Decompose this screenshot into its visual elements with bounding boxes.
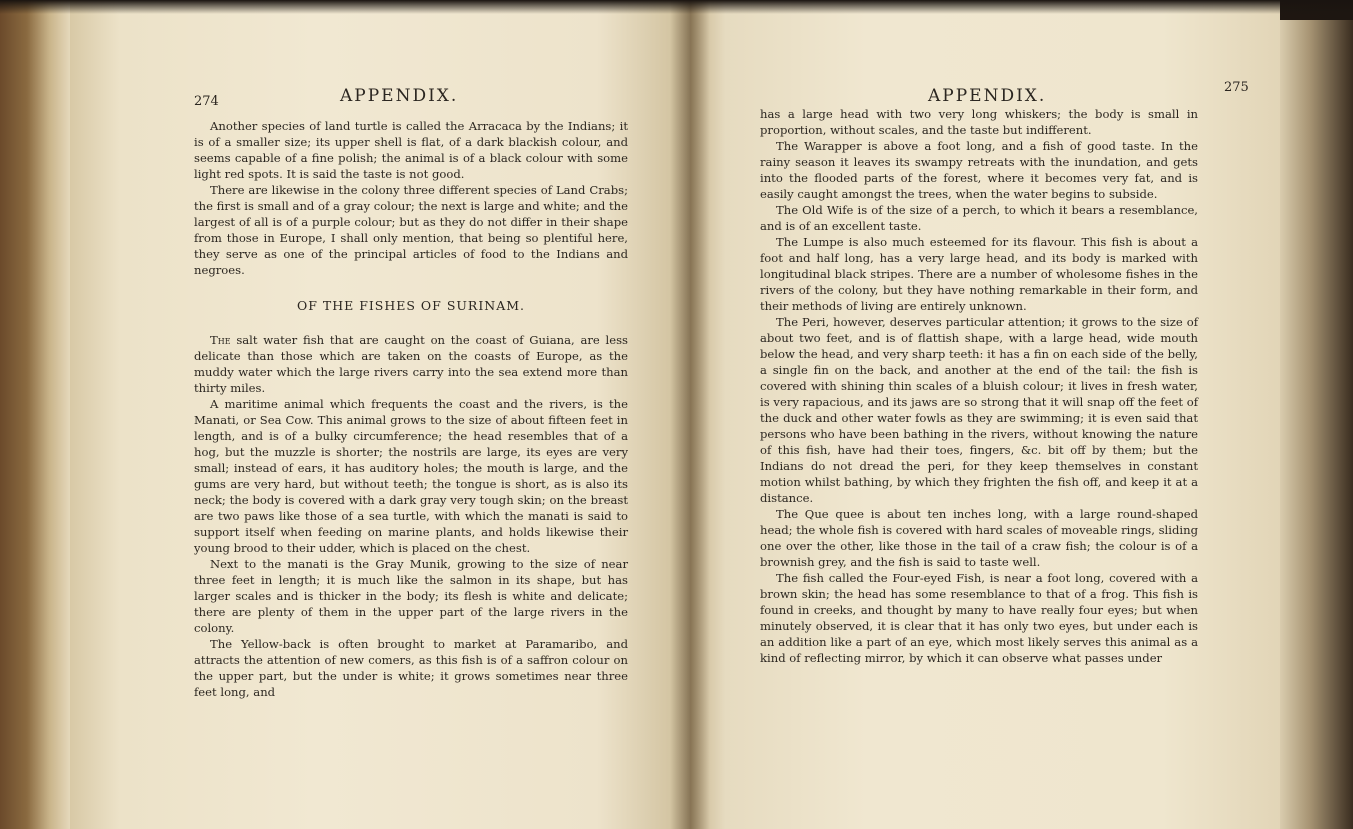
paragraph-que-quee: The Que quee is about ten inches long, with a large round-shaped head; the whole fish is covered with hard scales of moveable rings, sliding one over the other, like those in the tail of a craw fish; the colour is of a brownish grey, and the fish is said to taste well. (760, 507, 1198, 569)
paragraph-continued: has a large head with two very long whiskers; the body is small in proportion, without scales, and the taste but indifferent. (760, 107, 1198, 137)
left-page (70, 0, 690, 829)
book-gutter (670, 0, 710, 829)
section-title: OF THE FISHES OF SURINAM. (296, 298, 526, 313)
drop-word: The (210, 333, 231, 347)
right-page-number: 275 (1224, 80, 1249, 95)
right-running-header: APPENDIX. (928, 86, 1047, 106)
paragraph-warapper: The Warapper is above a foot long, and a fish of good taste. In the rainy season it leaves its swampy retreats with the inundation, and gets into the flooded parts of the forest, where it becomes very fat, and is easily caught amongst the trees, when the water begins to subside. (760, 139, 1198, 201)
paragraph-gray-munik: Next to the manati is the Gray Munik, growing to the size of near three feet in length; it is much like the salmon in its shape, but has larger scales and is thicker in the body; its flesh is white and delicate; there are plenty of them in the upper part of the large rivers in the colony. (194, 557, 628, 635)
right-page (690, 0, 1280, 829)
right-page-body (760, 106, 1198, 666)
paragraph-yellow-back: The Yellow-back is often brought to market at Paramaribo, and attracts the attention of new comers, as this fish is of a saffron colour on the upper part, but the under is white; it grows sometimes near three feet long, and (194, 637, 628, 699)
paragraph-peri: The Peri, however, deserves particular attention; it grows to the size of about two feet, and is of flattish shape, with a large head, wide mouth below the head, and very sharp teeth: it has a fin on each side of the belly, a single fin on the back, and another at the end of the tail: the fish is covered with shining thin scales of a bluish colour; it lives in fresh water, is very rapacious, and its jaws are so strong that it will snap off the feet of the duck and other water fowls as they are swimming; it is even said that persons who have been bathing in the rivers, without knowing the nature of this fish, have had their toes, fingers, &c. bit off by them; but the Indians do not dread the peri, for they keep themselves in constant motion whilst bathing, by which they frighten the fish off, and keep it at a distance. (760, 315, 1198, 505)
paragraph-manati: A maritime animal which frequents the coast and the rivers, is the Manati, or Sea Cow. This animal grows to the size of about fifteen feet in length, and is of a bulky circumference; the head resembles that of a hog, but the muzzle is shorter; the nostrils are large, its eyes are very small; instead of ears, it has auditory holes; the mouth is large, and the gums are very hard, but without teeth; the tongue is short, as is also its neck; the body is covered with a dark gray very tough skin; on the breast are two paws like those of a sea turtle, with which the manati is said to support itself when feeding on marine plants, and holds likewise their young brood to their udder, which is placed on the chest. (194, 397, 628, 555)
paragraph-old-wife: The Old Wife is of the size of a perch, to which it bears a resemblance, and is of an excellent taste. (760, 203, 1198, 233)
paragraph-lumpe: The Lumpe is also much esteemed for its flavour. This fish is about a foot and half long, has a very large head, and its body is marked with longitudinal black stripes. There are a number of wholesome fishes in the rivers of the colony, but they have nothing remarkable in their form, and their methods of living are entirely unknown. (760, 235, 1198, 313)
paragraph-land-crabs: There are likewise in the colony three different species of Land Crabs; the first is small and of a gray colour; the next is large and white; and the largest of all is of a purple colour; but as they do not differ in their shape from those in Europe, I shall only mention, that being so plentiful here, they serve as one of the principal articles of food to the Indians and negroes. (194, 183, 628, 277)
left-running-header: APPENDIX. (340, 86, 459, 106)
left-page-number: 274 (194, 94, 219, 109)
left-page-body (194, 118, 628, 700)
top-shadow (0, 0, 1353, 14)
right-page-edges (1280, 20, 1353, 829)
paragraph-arracaca: Another species of land turtle is called the Arracaca by the Indians; it is of a smaller size; its upper shell is flat, of a dark blackish colour, and seems capable of a fine polish; the animal is of a black colour with some light red spots. It is said the taste is not good. (194, 119, 628, 181)
paragraph-four-eyed-fish: The fish called the Four-eyed Fish, is near a foot long, covered with a brown skin; the head has some resemblance to that of a frog. This fish is found in creeks, and thought by many to have really four eyes; but when minutely observed, it is clear that it has only two eyes, but under each is an addition like a part of an eye, which most likely serves this animal as a kind of reflecting mirror, by which it can observe what passes under (760, 571, 1198, 665)
paragraph-salt-water-fish: The salt water fish that are caught on the coast of Guiana, are less delicate than those which are taken on the coasts of Europe, as the muddy water which the large rivers carry into the sea extend more than thirty miles. (194, 333, 628, 395)
